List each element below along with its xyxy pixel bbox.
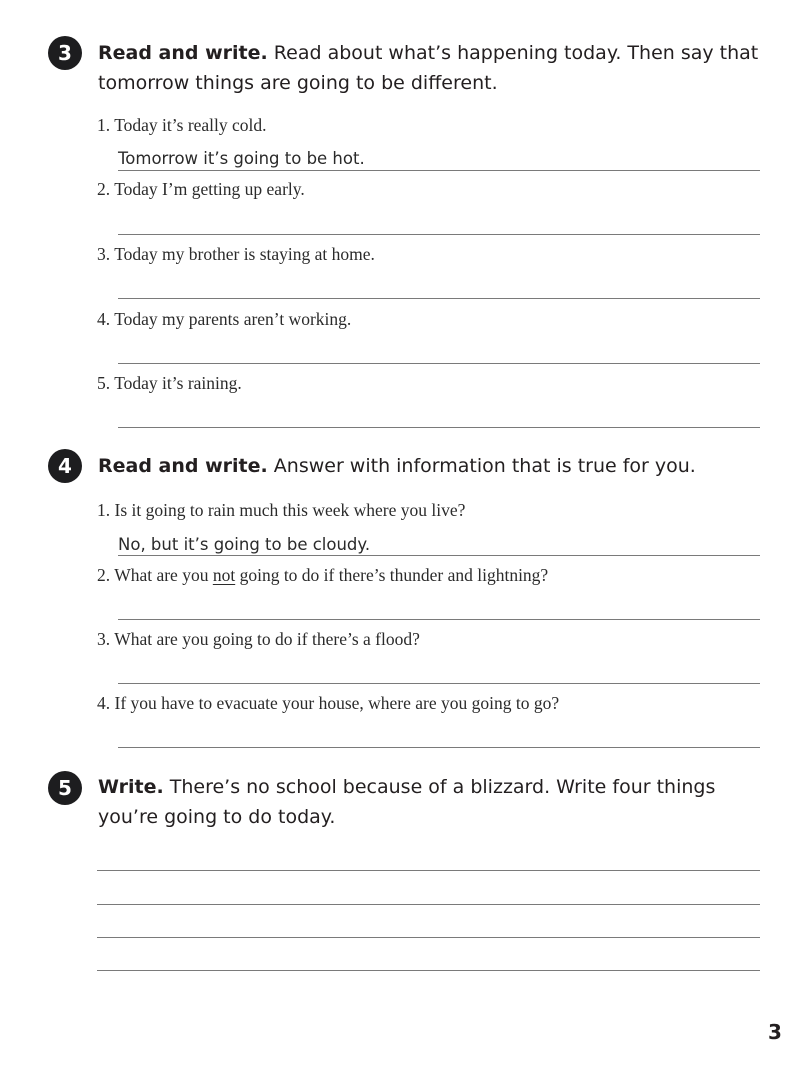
exercise-5-number-badge: 5 [48, 771, 82, 805]
exercise-4-title: Read and write. [98, 455, 268, 477]
question-number: 1. [97, 115, 111, 135]
exercise-4-answer-line-3[interactable] [118, 683, 760, 684]
exercise-3-heading [98, 38, 768, 98]
exercise-3-number-badge: 3 [48, 36, 82, 70]
question-text: Today I’m getting up early. [114, 179, 305, 199]
exercise-3-question-3 [97, 243, 375, 265]
exercise-3-answer-line-4[interactable] [118, 363, 760, 364]
exercise-4-question-4 [97, 692, 559, 714]
exercise-3-question-5 [97, 372, 242, 394]
question-number: 3. [97, 629, 111, 649]
question-text: Is it going to rain much this week where you live? [114, 500, 466, 520]
exercise-3-answer-line-2[interactable] [118, 234, 760, 235]
exercise-4-question-2 [97, 564, 548, 586]
question-number: 2. [97, 565, 111, 585]
exercise-5-instruction: There’s no school because of a blizzard. Write four things you’re going to do today. [98, 776, 716, 828]
exercise-3-example-answer: Tomorrow it’s going to be hot. [118, 149, 365, 168]
exercise-5-writing-line-4[interactable] [97, 970, 760, 971]
exercise-5-heading [98, 772, 768, 832]
exercise-4-instruction: Answer with information that is true for you. [267, 455, 696, 477]
exercise-5-writing-line-3[interactable] [97, 937, 760, 938]
question-number: 2. [97, 179, 111, 199]
question-text-before: What are you [114, 565, 213, 585]
question-number: 3. [97, 244, 111, 264]
exercise-3-answer-line-5[interactable] [118, 427, 760, 428]
exercise-5-writing-line-1[interactable] [97, 870, 760, 871]
question-text-after: going to do if there’s thunder and lightning? [235, 565, 549, 585]
exercise-4-question-1 [97, 499, 465, 521]
exercise-4-question-3 [97, 628, 420, 650]
exercise-4-number-badge: 4 [48, 449, 82, 483]
exercise-3-question-1 [97, 114, 267, 136]
question-text: Today my parents aren’t working. [114, 309, 352, 329]
page-number: 3 [768, 1020, 782, 1044]
exercise-4-example-answer: No, but it’s going to be cloudy. [118, 535, 371, 554]
question-text: What are you going to do if there’s a flood? [114, 629, 420, 649]
question-text: Today it’s raining. [114, 373, 242, 393]
exercise-4-answer-line-4[interactable] [118, 747, 760, 748]
question-text: Today it’s really cold. [114, 115, 267, 135]
exercise-5-title: Write. [98, 776, 164, 798]
exercise-4-answer-line-2[interactable] [118, 619, 760, 620]
question-number: 4. [97, 693, 111, 713]
exercise-4-heading [98, 451, 768, 481]
exercise-5-writing-line-2[interactable] [97, 904, 760, 905]
question-text: Today my brother is staying at home. [114, 244, 375, 264]
exercise-3-instruction: Read about what’s happening today. Then say that tomorrow things are going to be different. [98, 42, 759, 94]
exercise-3-answer-line-3[interactable] [118, 298, 760, 299]
exercise-3-question-2 [97, 178, 305, 200]
question-text: If you have to evacuate your house, where are you going to go? [114, 693, 560, 713]
question-number: 5. [97, 373, 111, 393]
question-number: 4. [97, 309, 111, 329]
exercise-3-question-4 [97, 308, 351, 330]
exercise-4-answer-line-1[interactable] [118, 555, 760, 556]
question-text-underlined: not [212, 565, 236, 585]
exercise-3-answer-line-1[interactable] [118, 170, 760, 171]
exercise-3-title: Read and write. [98, 42, 268, 64]
question-number: 1. [97, 500, 111, 520]
